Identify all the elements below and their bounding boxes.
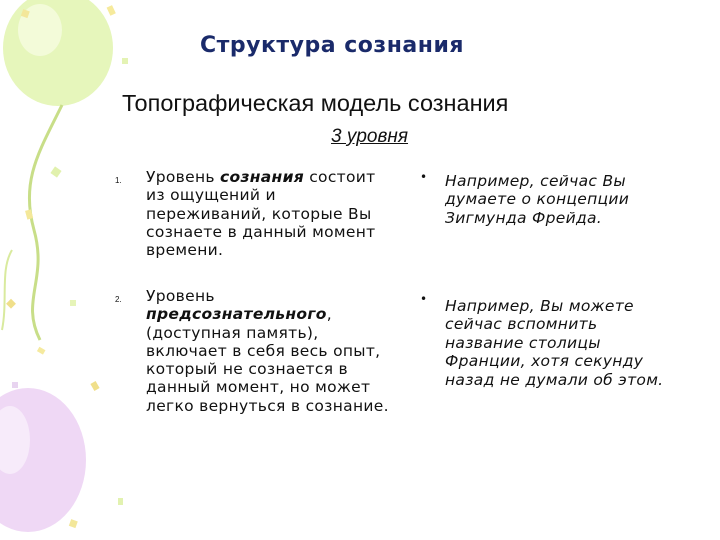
item-number: 2. xyxy=(115,295,122,304)
confetti-piece xyxy=(25,209,33,219)
item-rest: , (доступная память), включает в себя весь опыт, который не сознается в данный момент, но может легко вернуться в сознание. xyxy=(146,305,389,415)
item-term: сознания xyxy=(220,168,304,186)
purple-balloon-highlight xyxy=(0,406,30,474)
confetti-piece xyxy=(50,166,61,177)
bullet-icon: • xyxy=(420,292,428,306)
example-text: Например, сейчас Вы думаете о концепции Зигмунда Фрейда. xyxy=(445,172,630,227)
confetti-piece xyxy=(90,381,99,391)
slide-title: Структура сознания xyxy=(200,33,464,58)
confetti-piece xyxy=(69,519,78,528)
confetti-piece xyxy=(122,58,128,64)
green-balloon-highlight xyxy=(18,4,62,56)
levels-note: 3 уровня xyxy=(331,126,409,147)
balloon-string xyxy=(29,105,62,340)
item-description xyxy=(146,287,391,415)
confetti-piece xyxy=(37,347,46,355)
purple-balloon xyxy=(0,388,86,532)
confetti-piece xyxy=(12,382,18,388)
item-prefix: Уровень xyxy=(146,287,215,305)
confetti-piece xyxy=(107,5,116,16)
confetti-piece xyxy=(118,498,123,505)
bullet-icon: • xyxy=(420,170,428,184)
confetti-piece xyxy=(21,9,30,18)
confetti-piece xyxy=(70,300,76,306)
item-description xyxy=(146,168,391,259)
item-rest: состоит из ощущений и переживаний, которые Вы сознаете в данный момент времени. xyxy=(146,168,376,260)
slide-subtitle: Топографическая модель сознания xyxy=(122,90,509,116)
example-text: Например, Вы можете сейчас вспомнить название столицы Франции, хотя секунду назад не думали об этом. xyxy=(445,297,664,389)
green-balloon xyxy=(3,0,113,106)
confetti-piece xyxy=(6,299,16,309)
item-number: 1. xyxy=(115,176,122,185)
item-prefix: Уровень xyxy=(146,168,221,186)
balloon-string-2 xyxy=(2,250,12,330)
item-term: предсознательного xyxy=(146,305,327,324)
